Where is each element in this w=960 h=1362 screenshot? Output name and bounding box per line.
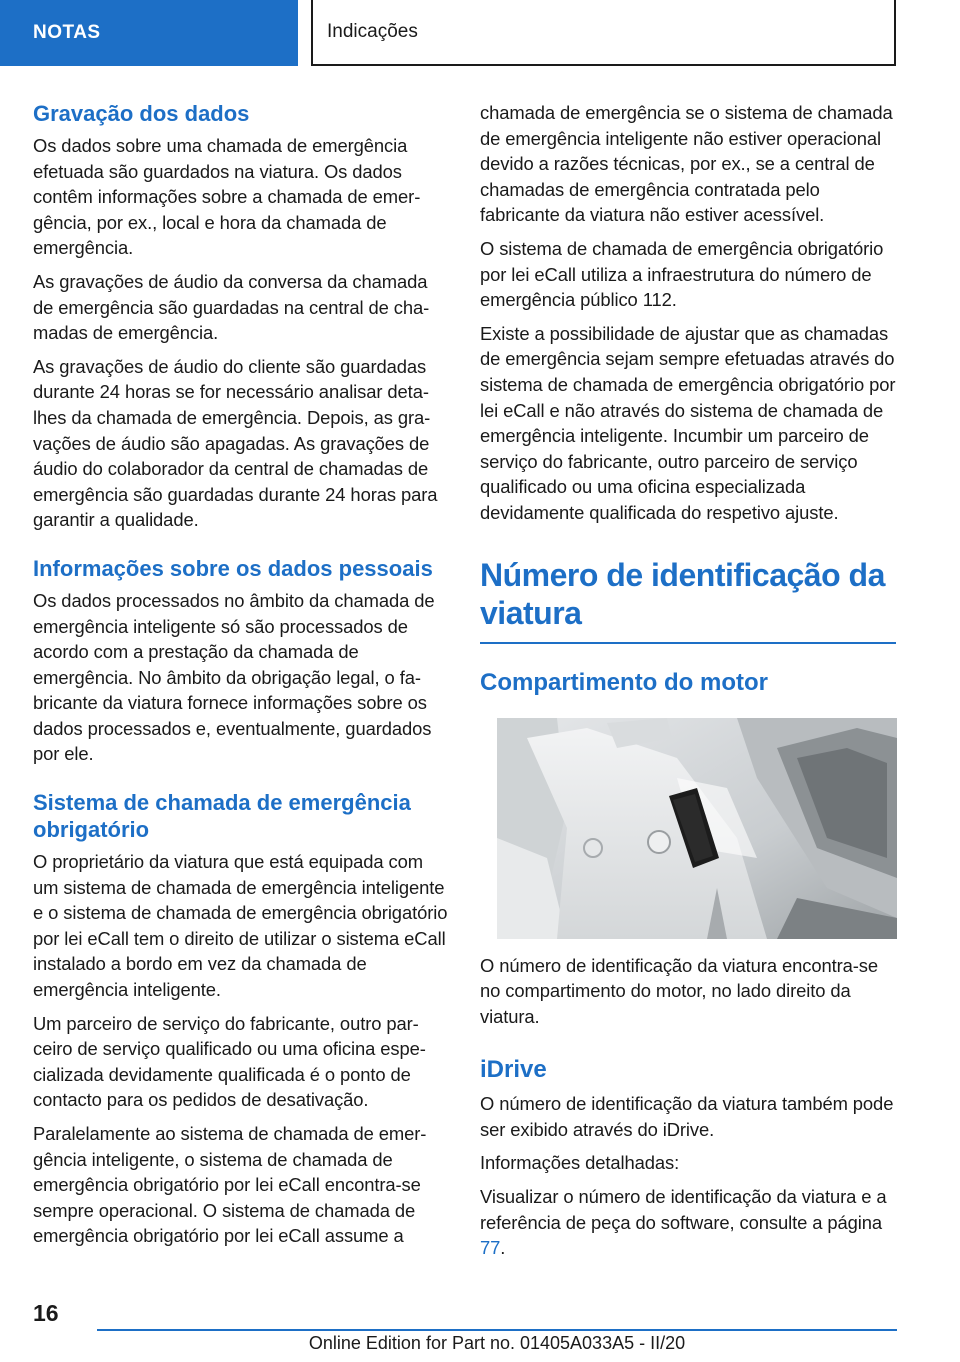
- paragraph: O número de identificação da viatura encontra-se no compartimento do motor, no lado direito da viatura.: [480, 954, 878, 1027]
- paragraph: As gravações de áudio da conversa da chamada de emergência são guardadas na central de chamadas de emergência.: [33, 270, 430, 344]
- heading-vin: Número de identificação da viatura: [480, 556, 885, 631]
- paragraph-with-link: [480, 1184, 896, 1261]
- paragraph: As gravações de áudio do cliente são guardadas durante 24 horas se for necessário analisar detalhes da chamada de emergência. Depois, as gravações de áudio são apagadas. As gravações de áudio do colaborador da central de chamadas de emergência são guardadas durante 24 horas para garantir a qualidade.: [33, 355, 438, 531]
- paragraph: Os dados processados no âmbito da chamada de emergência inteligente só são processados de acordo com a prestação da chamada de emergência. No âmbito da obrigação legal, o fabricante da viatura fornece informações sobre os dados processados e, eventualmente, guardados por ele.: [33, 589, 435, 765]
- paragraph: O sistema de chamada de emergência obrigatório por lei eCall utiliza a infraestrutura do número de emergência público 112.: [480, 237, 884, 311]
- paragraph: Informações detalhadas:: [480, 1152, 680, 1174]
- page-number: 16: [33, 1300, 59, 1326]
- heading-idrive: iDrive: [480, 1056, 547, 1084]
- heading-divider: [480, 642, 896, 644]
- section-tab: [0, 0, 298, 66]
- paragraph: Um parceiro de serviço do fabricante, outro parceiro de serviço qualificado ou uma oficina especializada devidamente qualificada é o ponto de contacto para os pedidos de desativação.: [33, 1012, 426, 1111]
- paragraph: O proprietário da viatura que está equipada com um sistema de chamada de emergência inteligente e o sistema de chamada de emergência obrigatório por lei eCall tem o direito de utilizar o sistema eCall instalado a bordo em vez da chamada de emergência inteligente.: [33, 851, 448, 1001]
- engine-compartment-photo: [497, 718, 897, 939]
- chapter-tab-label: Indicações: [327, 21, 418, 42]
- left-column: [33, 100, 451, 1257]
- heading-engine-compartment: Compartimento do motor: [480, 668, 768, 696]
- paragraph: chamada de emergência se o sistema de chamada de emergência inteligente não estiver operacional devido a razões técnicas, por ex., se a central de chamadas de emergência contratada pelo fabricante da viatura não estiver acessível.: [480, 102, 893, 226]
- right-column: [480, 100, 896, 1269]
- paragraph: O número de identificação da viatura também pode ser exibido através do iDrive.: [480, 1093, 894, 1140]
- paragraph-text: Visualizar o número de identificação da viatura e a referência de peça do software, consulte a página: [480, 1186, 887, 1233]
- heading-data-recording: Gravação dos dados: [33, 101, 250, 126]
- heading-personal-data: Informações sobre os dados pessoais: [33, 555, 433, 581]
- heading-mandatory-ecall: Sistema de chamada de emergência obrigatório: [33, 790, 411, 843]
- edition-footer: Online Edition for Part no. 01405A033A5 - II/20: [308, 1333, 686, 1353]
- section-tab-label: NOTAS: [33, 22, 101, 43]
- paragraph: Existe a possibilidade de ajustar que as chamadas de emergência sejam sempre efetuadas através do sistema de chamada de emergência obrigatório por lei eCall e não através do sistema de chamada de emergência inteligente. Incumbir um parceiro de serviço do fabricante, outro parceiro de serviço qualificado ou uma oficina especializada devidamente qualificada do respetivo ajuste.: [480, 322, 896, 523]
- paragraph-end: .: [500, 1237, 506, 1259]
- paragraph: Paralelamente ao sistema de chamada de emergência inteligente, o sistema de chamada de emergência obrigatório por lei eCall encontra-se sempre operacional. O sistema de chamada de emergência obrigatório por lei eCall assume a: [33, 1123, 427, 1247]
- footer-divider: [97, 1329, 897, 1331]
- page-reference-link[interactable]: 77: [480, 1237, 501, 1259]
- paragraph: Os dados sobre uma chamada de emergência efetuada são guardados na viatura. Os dados contêm informações sobre a chamada de emergência, por ex., local e hora da chamada de emergência.: [33, 135, 421, 259]
- chapter-tab: [311, 0, 896, 66]
